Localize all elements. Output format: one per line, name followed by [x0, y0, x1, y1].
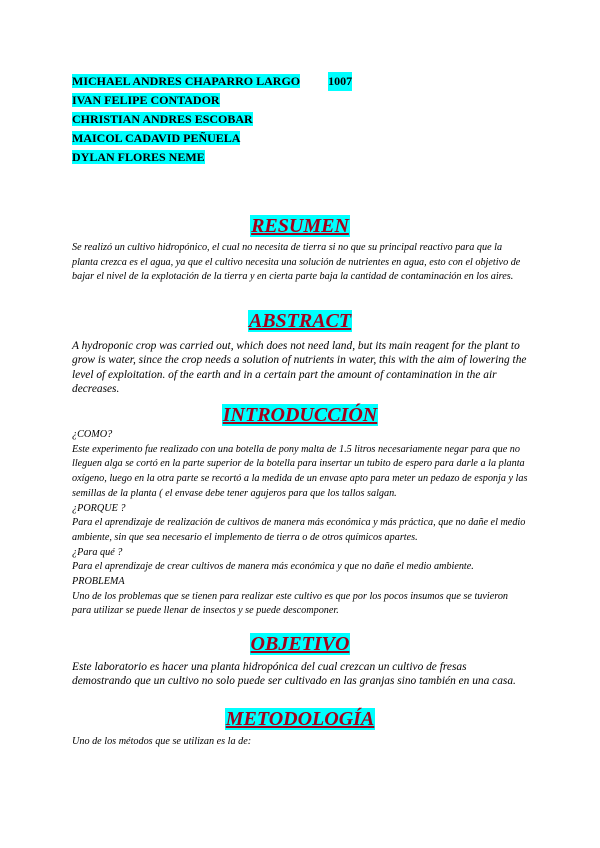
intro-line: ¿PORQUE ? — [72, 502, 126, 514]
objetivo-text: Este laboratorio es hacer una planta hidropónica del cual crezcan un cultivo de fresas demostrando que un cultivo no solo puede ser cultivado en las granjas sino también en una casa. — [72, 661, 516, 688]
metodologia-heading: METODOLOGÍA — [225, 708, 375, 730]
abstract-heading: ABSTRACT — [248, 310, 352, 332]
author-row — [72, 129, 352, 148]
introduccion-heading: INTRODUCCIÓN — [222, 404, 378, 426]
intro-line: PROBLEMA — [72, 576, 125, 588]
author-name: CHRISTIAN ANDRES ESCOBAR — [72, 112, 253, 126]
author-name: DYLAN FLORES NEME — [72, 150, 205, 164]
author-list — [72, 72, 352, 167]
intro-line: Uno de los problemas que se tienen para realizar este cultivo es que por los pocos insumos que se tuvieron para utilizar se puede llenar de insectos y se puede descomponer. — [72, 590, 509, 617]
author-name: MAICOL CADAVID PEÑUELA — [72, 131, 241, 145]
intro-line: ¿Para qué ? — [72, 546, 123, 558]
introduccion-text — [72, 428, 528, 619]
resumen-text: Se realizó un cultivo hidropónico, el cual no necesita de tierra si no que su principal reactivo para que la planta crezca es el agua, ya que el cultivo necesita una solución de nutrientes en agua, esto con el objetivo de bajar el nivel de la explotación de la tierra y en cierta parte baja la cantidad de contaminación en los aires. — [72, 242, 521, 283]
author-row — [72, 72, 352, 91]
author-row — [72, 148, 352, 167]
resumen-heading: RESUMEN — [251, 215, 349, 237]
author-name: IVAN FELIPE CONTADOR — [72, 93, 220, 107]
author-row — [72, 110, 352, 129]
abstract-text: A hydroponic crop was carried out, which does not need land, but its main reagent for the plant to grow is water, since the crop needs a solution of nutrients in water, this with the aim of lowering the level of exploitation. of the earth and in a certain part the amount of contamination in the air decreases. — [72, 340, 527, 396]
metodologia-text: Uno de los métodos que se utilizan es la de: — [72, 736, 252, 747]
author-row — [72, 91, 352, 110]
intro-line: ¿COMO? — [72, 429, 113, 440]
author-code: 1007 — [328, 72, 352, 91]
author-name: MICHAEL ANDRES CHAPARRO LARGO — [72, 74, 301, 88]
intro-line: Para el aprendizaje de realización de cultivos de manera más económica y más práctica, que no dañe el medio ambiente, sin que sea necesario el implemento de tierra o de otros químicos apartes. — [72, 517, 526, 543]
objetivo-heading: OBJETIVO — [250, 633, 350, 655]
intro-line: Este experimento fue realizado con una botella de pony malta de 1.5 litros necesariamente negar para que no lleguen alga se cortó en la parte superior de la botella para insertar un tubito de espero para darle a la planta oxígeno, luego en la otra parte se recortó a la medida de un envase apto para meter un pedazo de esponja y las semillas de la planta ( el envase debe tener agujeros para que los tallos salgan. — [72, 443, 528, 499]
intro-line: Para el aprendizaje de crear cultivos de manera más económica y que no dañe el medio ambiente. — [72, 561, 474, 573]
